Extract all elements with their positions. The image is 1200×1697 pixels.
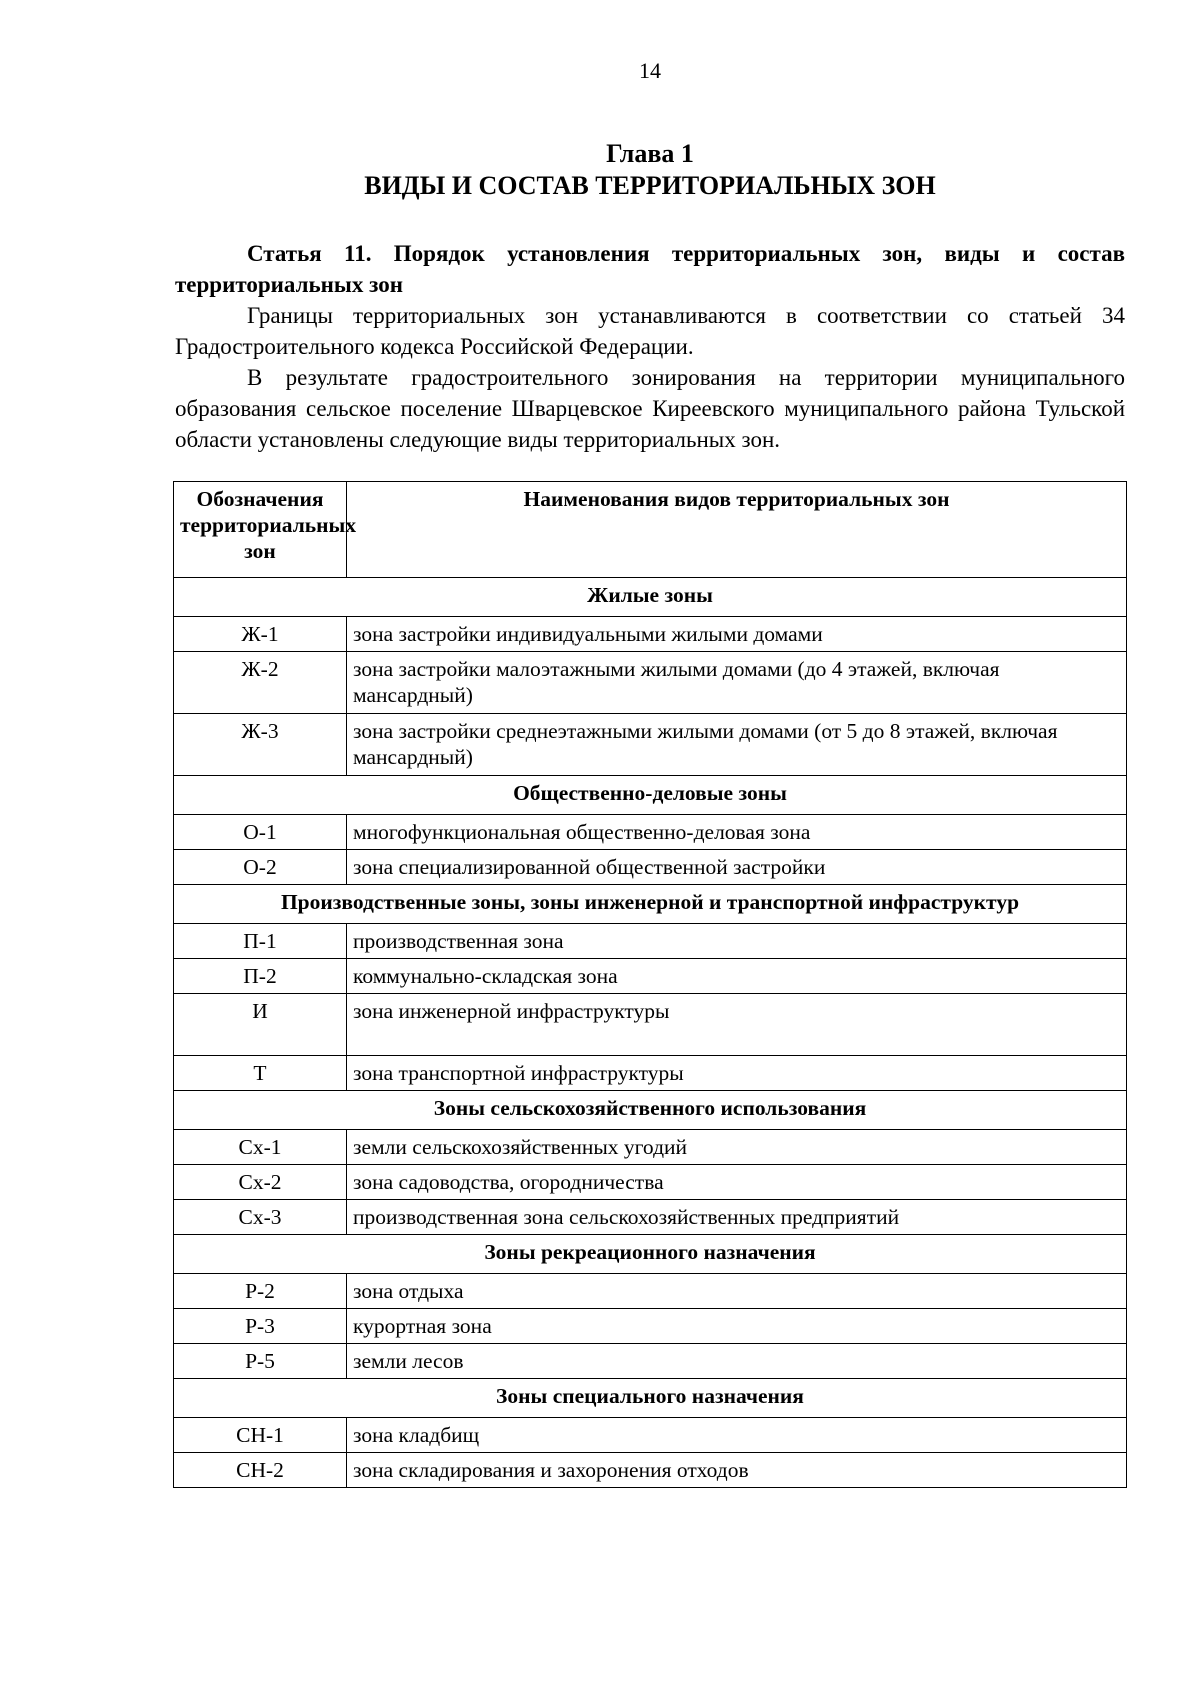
zone-name: зона застройки среднеэтажными жилыми домами (от 5 до 8 этажей, включая мансардный) — [347, 714, 1127, 776]
zone-code: И — [174, 994, 347, 1056]
section-title: Общественно-деловые зоны — [174, 776, 1127, 815]
table-row — [174, 652, 1127, 714]
table-row — [174, 924, 1127, 959]
zone-name: зона складирования и захоронения отходов — [347, 1453, 1127, 1488]
page-number: 14 — [639, 58, 661, 83]
section-row — [174, 885, 1127, 924]
section-row — [174, 1379, 1127, 1418]
zone-name: зона отдыха — [347, 1274, 1127, 1309]
chapter-title: ВИДЫ И СОСТАВ ТЕРРИТОРИАЛЬНЫХ ЗОН — [364, 171, 936, 200]
article-paragraph-2: В результате градостроительного зонирования на территории муниципального образования сельское поселение Шварцевское Киреевского муниципального района Тульской области установлены следующие виды территориальных зон. — [175, 365, 1125, 452]
chapter-heading — [175, 138, 1125, 202]
table-row — [174, 1453, 1127, 1488]
zones-table — [173, 481, 1127, 1488]
table-row — [174, 714, 1127, 776]
zone-name: производственная зона — [347, 924, 1127, 959]
section-row — [174, 1091, 1127, 1130]
zone-name: зона застройки малоэтажными жилыми домами (до 4 этажей, включая мансардный) — [347, 652, 1127, 714]
zone-name: земли лесов — [347, 1344, 1127, 1379]
table-row — [174, 1418, 1127, 1453]
chapter-label: Глава 1 — [606, 139, 694, 168]
zone-name: многофункциональная общественно-деловая зона — [347, 815, 1127, 850]
article-body — [175, 238, 1125, 455]
zone-code: Сх-3 — [174, 1200, 347, 1235]
zone-code: О-1 — [174, 815, 347, 850]
section-row — [174, 1235, 1127, 1274]
zone-code: Т — [174, 1056, 347, 1091]
zone-name: зона кладбищ — [347, 1418, 1127, 1453]
zone-code: Р-2 — [174, 1274, 347, 1309]
table-row — [174, 1344, 1127, 1379]
table-row — [174, 1130, 1127, 1165]
table-row — [174, 959, 1127, 994]
zone-name: коммунально-складская зона — [347, 959, 1127, 994]
zone-code: СН-2 — [174, 1453, 347, 1488]
zone-code: Сх-1 — [174, 1130, 347, 1165]
table-row — [174, 1056, 1127, 1091]
table-row — [174, 815, 1127, 850]
zone-name: зона инженерной инфраструктуры — [347, 994, 1127, 1056]
zone-code: П-1 — [174, 924, 347, 959]
zone-code: Ж-2 — [174, 652, 347, 714]
article-title: Статья 11. Порядок установления территориальных зон, виды и состав территориальных зон — [175, 241, 1125, 297]
zone-name: курортная зона — [347, 1309, 1127, 1344]
table-row — [174, 1309, 1127, 1344]
zone-code: Р-5 — [174, 1344, 347, 1379]
table-row — [174, 850, 1127, 885]
article-paragraph-1: Границы территориальных зон устанавливаются в соответствии со статьей 34 Градостроительного кодекса Российской Федерации. — [175, 303, 1125, 359]
zone-name: зона застройки индивидуальными жилыми домами — [347, 617, 1127, 652]
section-row — [174, 776, 1127, 815]
zone-name: производственная зона сельскохозяйственных предприятий — [347, 1200, 1127, 1235]
zone-name: земли сельскохозяйственных угодий — [347, 1130, 1127, 1165]
section-row — [174, 578, 1127, 617]
section-title: Зоны специального назначения — [174, 1379, 1127, 1418]
header-code: Обозначения территориальных зон — [174, 482, 347, 578]
zone-code: Р-3 — [174, 1309, 347, 1344]
zone-code: Ж-3 — [174, 714, 347, 776]
zone-code: Сх-2 — [174, 1165, 347, 1200]
zone-code: Ж-1 — [174, 617, 347, 652]
header-name: Наименования видов территориальных зон — [347, 482, 1127, 578]
table-row — [174, 617, 1127, 652]
zone-name: зона транспортной инфраструктуры — [347, 1056, 1127, 1091]
zone-name: зона специализированной общественной застройки — [347, 850, 1127, 885]
section-title: Производственные зоны, зоны инженерной и транспортной инфраструктур — [174, 885, 1127, 924]
zone-code: П-2 — [174, 959, 347, 994]
section-title: Зоны рекреационного назначения — [174, 1235, 1127, 1274]
zones-table-body — [174, 578, 1127, 1488]
table-header-row — [174, 482, 1127, 578]
section-title: Жилые зоны — [174, 578, 1127, 617]
table-row — [174, 994, 1127, 1056]
zone-code: О-2 — [174, 850, 347, 885]
table-row — [174, 1165, 1127, 1200]
table-row — [174, 1200, 1127, 1235]
zone-code: СН-1 — [174, 1418, 347, 1453]
zone-name: зона садоводства, огородничества — [347, 1165, 1127, 1200]
section-title: Зоны сельскохозяйственного использования — [174, 1091, 1127, 1130]
table-row — [174, 1274, 1127, 1309]
